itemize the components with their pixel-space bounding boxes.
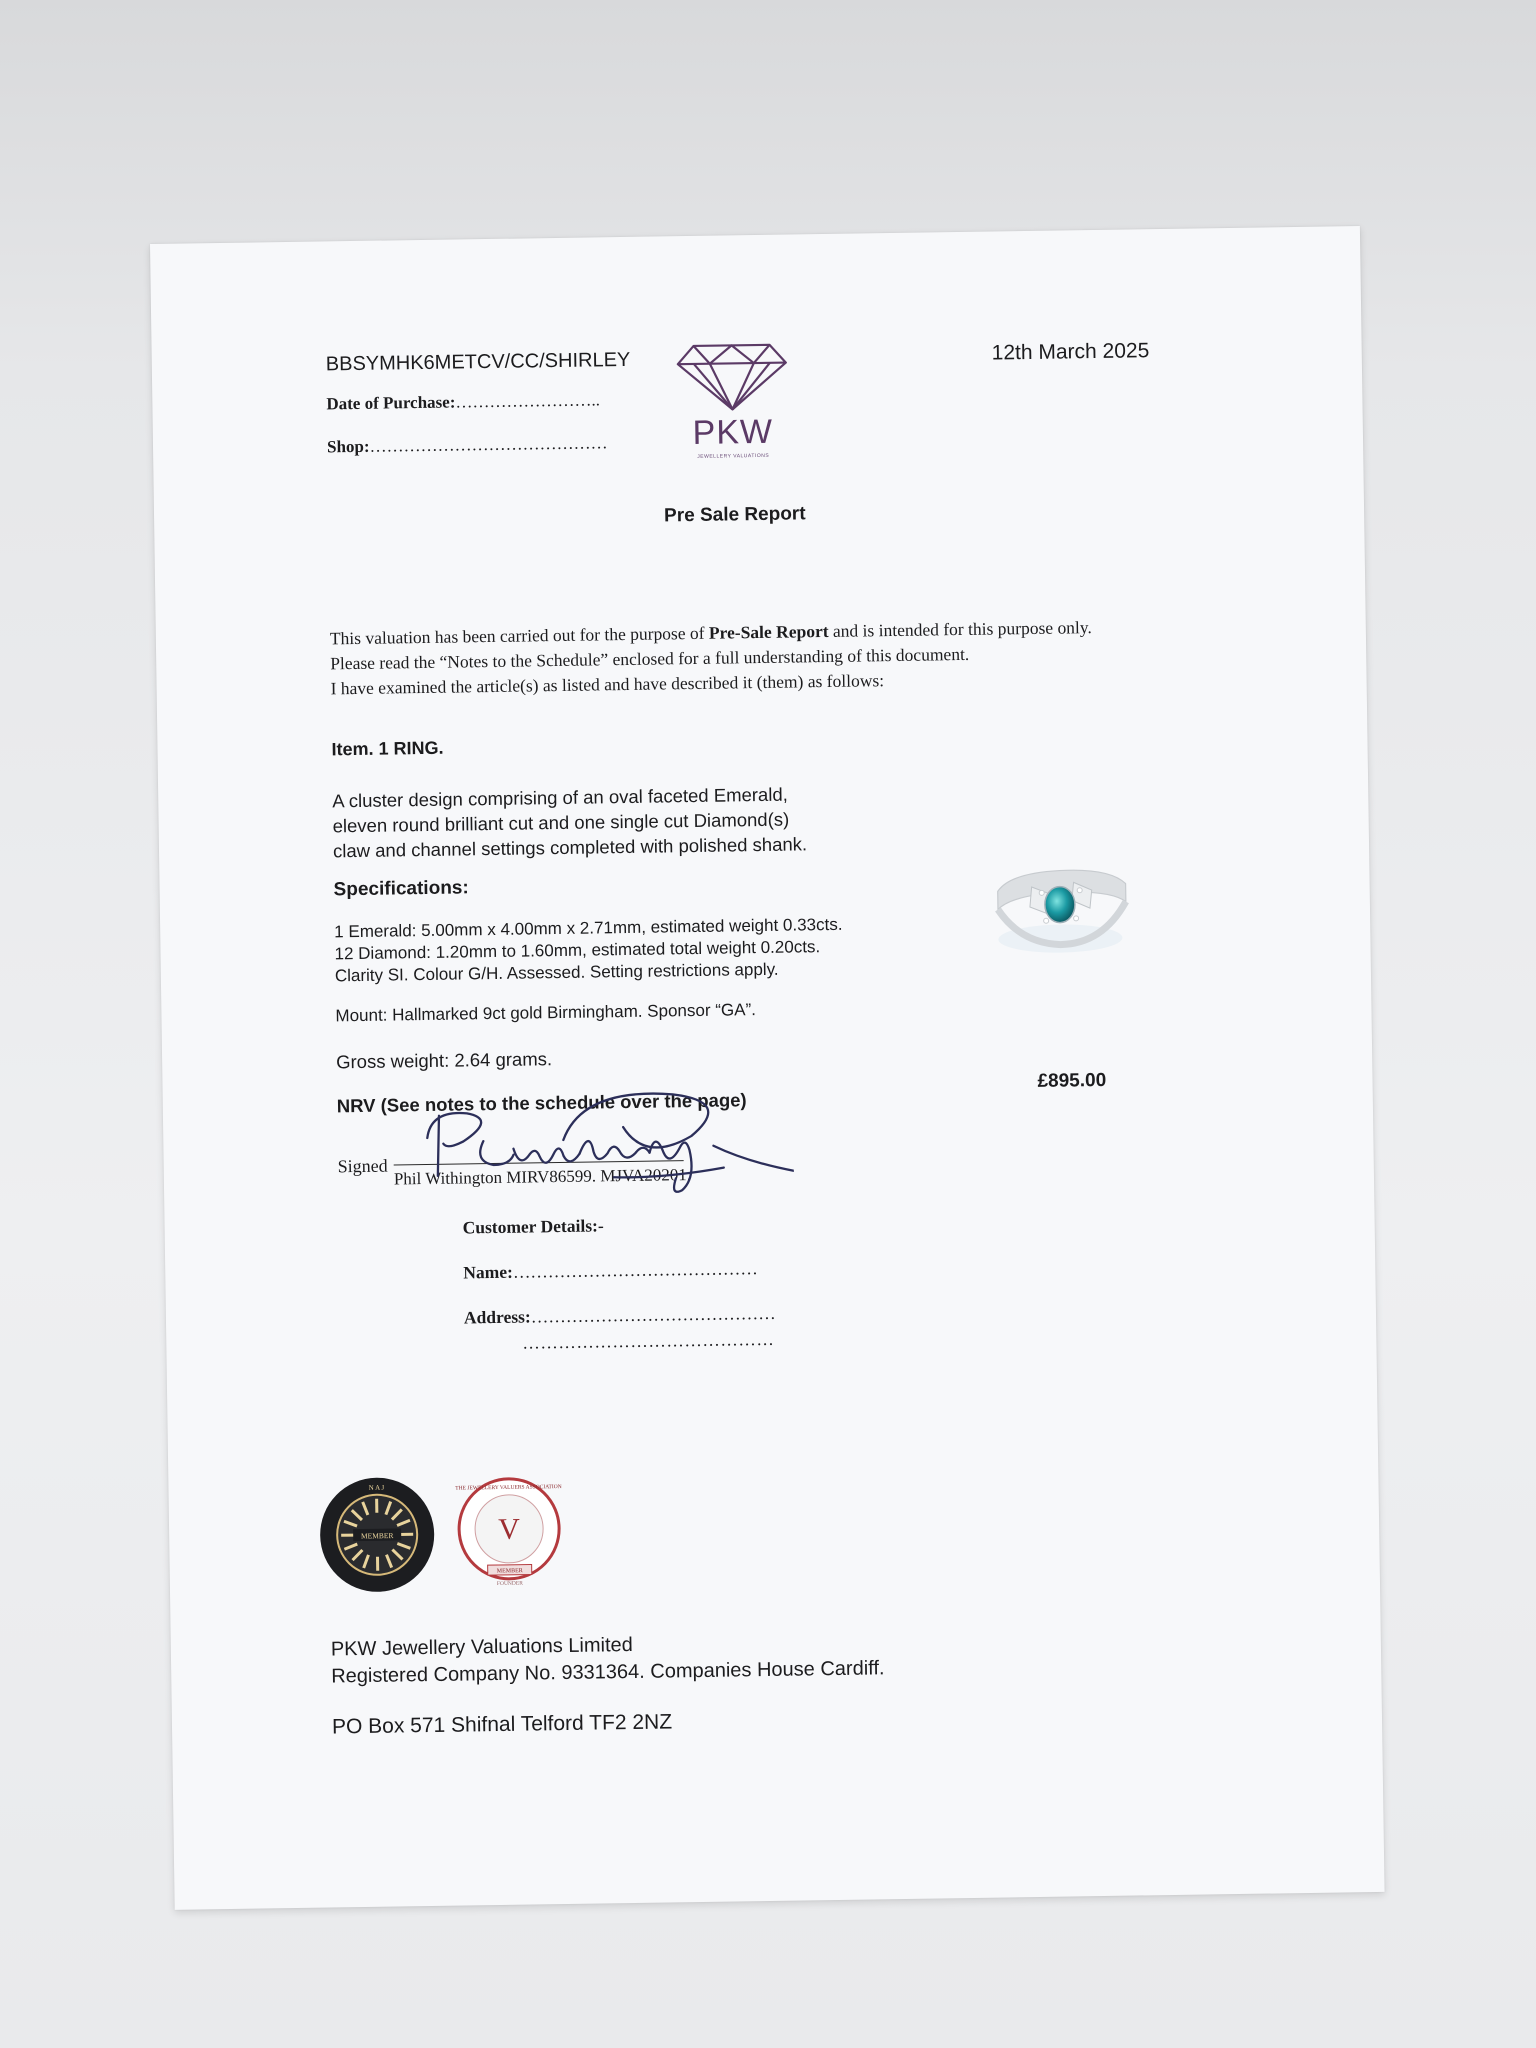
specifications-list — [334, 914, 843, 988]
customer-name-label: Name: — [463, 1261, 513, 1283]
customer-address-line-2: …………………………………… — [522, 1328, 775, 1353]
jva-founder-text: FOUNDER — [496, 1580, 523, 1588]
customer-address — [464, 1303, 776, 1329]
customer-details-title: Customer Details:- — [462, 1215, 604, 1238]
specifications-title: Specifications: — [333, 877, 469, 901]
date-of-purchase — [326, 390, 600, 414]
intro-paragraph — [330, 615, 1093, 701]
item-title: Item. 1 RING. — [331, 737, 444, 760]
signed-label: Signed — [337, 1155, 388, 1177]
specification-line: 1 Emerald: 5.00mm x 4.00mm x 2.71mm, estimated weight 0.33cts. — [334, 914, 843, 942]
customer-address-label: Address: — [463, 1306, 531, 1328]
logo-text: PKW — [692, 412, 774, 452]
description-line: A cluster design comprising of an oval faceted Emerald, — [332, 783, 788, 812]
mount-details: Mount: Hallmarked 9ct gold Birmingham. Sponsor “GA”. — [335, 1000, 757, 1026]
naj-top-text: N A J — [368, 1483, 385, 1492]
handwritten-signature — [412, 1065, 794, 1221]
footer-address: PO Box 571 Shifnal Telford TF2 2NZ — [331, 1710, 673, 1739]
date-of-purchase-value: …………………….. — [455, 390, 601, 412]
shop-label: Shop: — [326, 436, 370, 457]
nrv-price: £895.00 — [1037, 1069, 1107, 1092]
intro-line-1-end: and is intended for this purpose only. — [828, 617, 1092, 641]
customer-address-value: …………………………………… — [530, 1302, 776, 1327]
pkw-logo — [671, 334, 793, 466]
naj-member-badge — [316, 1474, 438, 1596]
intro-purpose: Pre-Sale Report — [708, 620, 829, 643]
jva-badge-icon — [448, 1472, 570, 1594]
jva-member-text: MEMBER — [496, 1568, 523, 1575]
shop-value: …………………………………… — [369, 433, 608, 456]
ring-image — [979, 849, 1141, 971]
description-line: eleven round brilliant cut and one single cut Diamond(s) — [332, 808, 790, 837]
jva-letter: V — [498, 1512, 521, 1546]
description-line: claw and channel settings completed with polished shank. — [332, 833, 808, 862]
footer-company — [331, 1628, 885, 1690]
report-date: 12th March 2025 — [991, 339, 1150, 365]
customer-name-value: …………………………………… — [512, 1258, 758, 1282]
intro-line-2: Please read the “Notes to the Schedule” enclosed for a full understanding of this document. — [330, 643, 970, 674]
shop — [327, 433, 608, 457]
specification-line: Clarity SI. Colour G/H. Assessed. Setting restrictions apply. — [334, 959, 779, 986]
intro-line-1-start: This valuation has been carried out for the purpose of — [329, 622, 710, 649]
naj-badge-icon — [316, 1474, 438, 1596]
date-of-purchase-label: Date of Purchase: — [326, 392, 456, 414]
intro-line-3: I have examined the article(s) as listed and have described it (them) as follows: — [330, 670, 885, 699]
company-registration: Registered Company No. 9331364. Companies House Cardiff. — [331, 1657, 885, 1688]
ring-photo — [979, 849, 1141, 971]
item-description — [332, 781, 807, 863]
report-title: Pre Sale Report — [663, 503, 806, 527]
signatory-name: Phil Withington MIRV86599. MJVA20201. — [393, 1165, 692, 1189]
jva-ring-text: THE JEWELLERY VALUERS ASSOCIATION — [455, 1484, 562, 1492]
signature-scribble — [412, 1065, 794, 1221]
diamond-icon — [671, 334, 792, 416]
valuation-document — [150, 226, 1385, 1910]
specification-line: 12 Diamond: 1.20mm to 1.60mm, estimated total weight 0.20cts. — [334, 937, 821, 964]
customer-name — [463, 1258, 758, 1283]
gross-weight: Gross weight: 2.64 grams. — [335, 1048, 553, 1073]
naj-center-text: MEMBER — [360, 1531, 394, 1541]
nrv-label: NRV (See notes to the schedule over the page) — [336, 1089, 747, 1117]
logo-subtext: JEWELLERY VALUATIONS — [697, 452, 770, 460]
company-name: PKW Jewellery Valuations Limited — [330, 1633, 633, 1661]
jva-member-badge — [448, 1472, 570, 1594]
reference-code: BBSYMHK6METCV/CC/SHIRLEY — [325, 348, 631, 376]
